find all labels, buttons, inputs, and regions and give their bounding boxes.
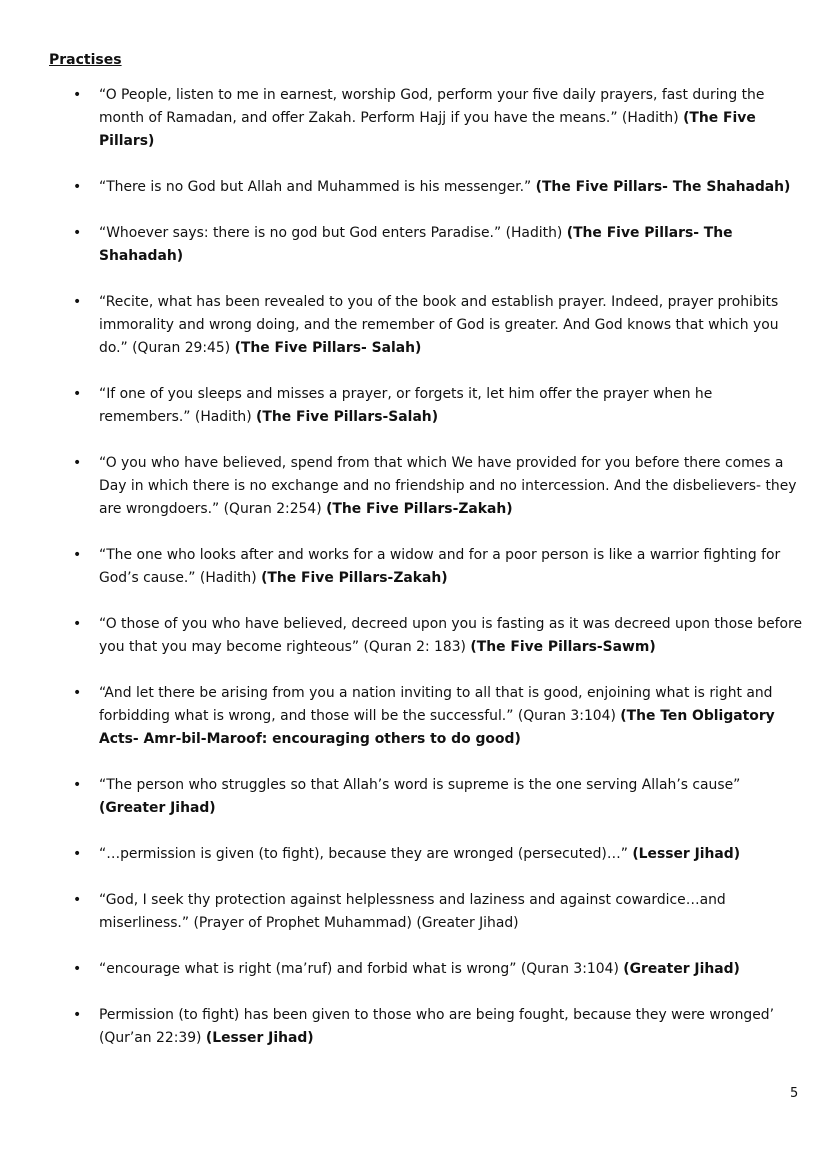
quote-text: “O People, listen to me in earnest, worship God, perform your five daily prayers, fast during the month of Ramadan, and offer Zakah. Perform Hajj if you have the means.” (Hadith) [99, 87, 765, 126]
quote-text: “Recite, what has been revealed to you of the book and establish prayer. Indeed, prayer prohibits immorality and wrong doing, and the remember of God is greater. And God knows that which you do.” (Quran 29:45) [99, 294, 779, 356]
bullet-icon: • [73, 685, 82, 701]
bullet-icon: • [73, 777, 82, 793]
quote-text: “encourage what is right (ma’ruf) and forbid what is wrong” (Quran 3:104) [99, 961, 624, 977]
list-item [0, 452, 828, 544]
list-item [0, 682, 828, 774]
practises-list [0, 84, 828, 1050]
quote-source: (Lesser Jihad) [205, 1030, 314, 1046]
quote-source: (Lesser Jihad) [632, 846, 741, 862]
section-heading: Practises [49, 52, 122, 68]
bullet-icon: • [73, 961, 82, 977]
bullet-icon: • [73, 892, 82, 908]
list-item [0, 544, 828, 613]
list-item [0, 613, 828, 682]
quote-text: “There is no God but Allah and Muhammed is his messenger.” [99, 179, 536, 195]
list-item [0, 843, 828, 889]
bullet-icon: • [73, 179, 82, 195]
bullet-icon: • [73, 386, 82, 402]
bullet-icon: • [73, 846, 82, 862]
list-item [0, 383, 828, 452]
quote-text: “If one of you sleeps and misses a prayer, or forgets it, let him offer the prayer when he remembers.” (Hadith) [99, 386, 713, 425]
quote-source: (The Five Pillars- The Shahadah) [99, 225, 733, 264]
quote-source: (Greater Jihad) [623, 961, 740, 977]
quote-text: “God, I seek thy protection against helplessness and laziness and against cowardice…and miserliness.” (Prayer of Prophet Muhammad) (Greater Jihad) [99, 892, 726, 931]
list-item [0, 84, 828, 176]
quote-source: (The Five Pillars-Zakah) [261, 570, 448, 586]
list-item [0, 176, 828, 222]
quote-source: (The Five Pillars-Salah) [256, 409, 439, 425]
list-item [0, 222, 828, 291]
quote-text: “Whoever says: there is no god but God enters Paradise.” (Hadith) [99, 225, 567, 241]
list-item [0, 1004, 828, 1050]
list-item [0, 774, 828, 843]
bullet-icon: • [73, 294, 82, 310]
quote-source: (The Ten Obligatory Acts- Amr-bil-Maroof: encouraging others to do good) [99, 708, 775, 747]
quote-text: “The one who looks after and works for a widow and for a poor person is like a warrior fighting for God’s cause.” (Hadith) [99, 547, 781, 586]
list-item [0, 958, 828, 1004]
quote-source: (The Five Pillars- The Shahadah) [535, 179, 791, 195]
quote-source: (The Five Pillars-Sawm) [470, 639, 656, 655]
quote-text: “And let there be arising from you a nation inviting to all that is good, enjoining what is right and forbidding what is wrong, and those will be the successful.” (Quran 3:104) [99, 685, 773, 724]
quote-source: (Greater Jihad) [99, 800, 216, 816]
bullet-icon: • [73, 225, 82, 241]
quote-text: “…permission is given (to fight), because they are wronged (persecuted)…” [99, 846, 633, 862]
quote-text: “O you who have believed, spend from that which We have provided for you before there comes a Day in which there is no exchange and no friendship and no intercession. And the disbelievers- they are wrongdoers.” (Quran 2:254) [99, 455, 797, 517]
page-number: 5 [790, 1086, 799, 1101]
quote-text: Permission (to fight) has been given to those who are being fought, because they were wronged’ (Qur’an 22:39) [99, 1007, 775, 1046]
bullet-icon: • [73, 1007, 82, 1023]
quote-source: (The Five Pillars- Salah) [234, 340, 422, 356]
bullet-icon: • [73, 455, 82, 471]
bullet-icon: • [73, 87, 82, 103]
quote-source: (The Five Pillars-Zakah) [326, 501, 513, 517]
list-item [0, 889, 828, 958]
quote-source: (The Five Pillars) [99, 110, 756, 149]
bullet-icon: • [73, 616, 82, 632]
quote-text: “The person who struggles so that Allah’s word is supreme is the one serving Allah’s cause” [99, 777, 741, 793]
list-item [0, 291, 828, 383]
bullet-icon: • [73, 547, 82, 563]
quote-text: “O those of you who have believed, decreed upon you is fasting as it was decreed upon those before you that you may become righteous” (Quran 2: 183) [99, 616, 802, 655]
